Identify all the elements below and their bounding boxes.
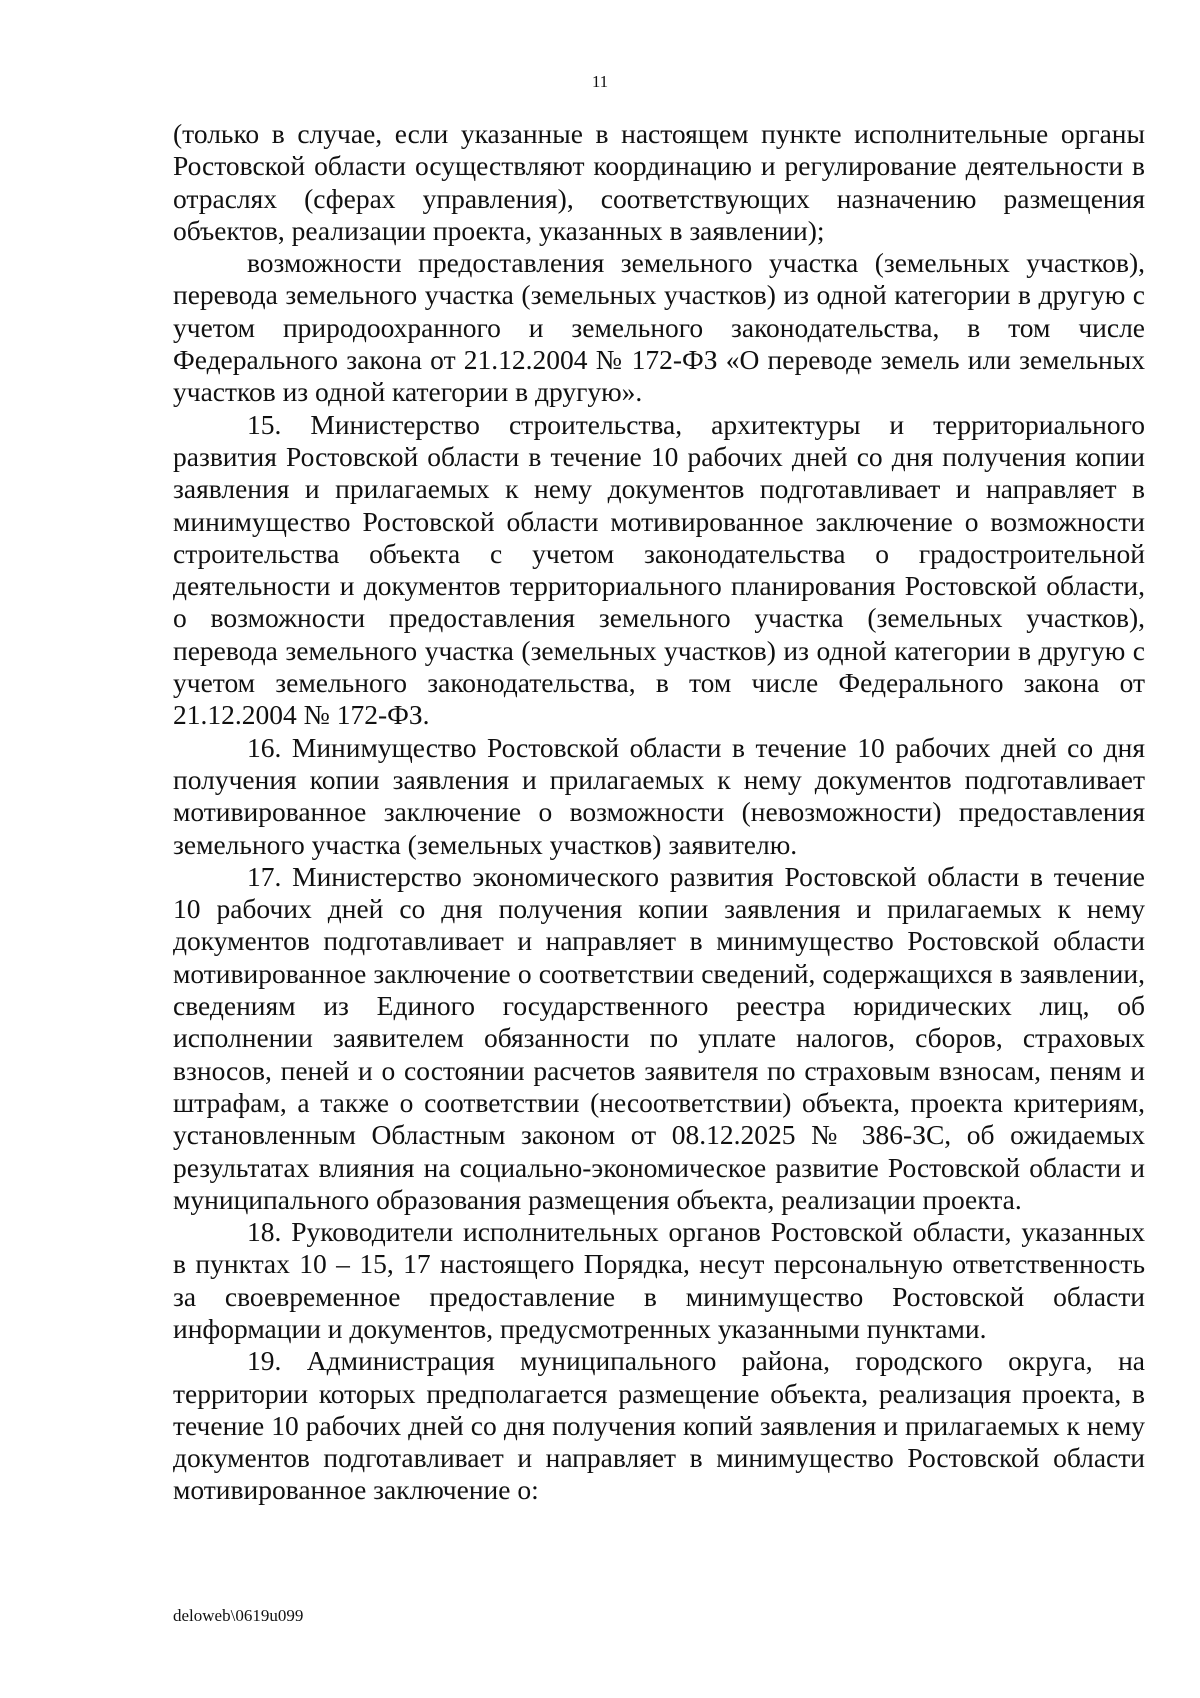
page-number: 11 [591, 72, 609, 91]
paragraph-item-16: 16. Минимущество Ростовской области в течение 10 рабочих дней со дня получения копии заявления и прилагаемых к нему документов подготавливает мотивированное заключение о возможности (невозможности) предоставления земельного участка (земельных участков) заявителю. [173, 731, 1145, 860]
footer-doc-code: deloweb\0619u099 [173, 1606, 304, 1625]
paragraph-land-possibility: возможности предоставления земельного участка (земельных участков), перевода земельного участка (земельных участков) из одной категории в другую с учетом природоохранного и земельного законодательства, в том числе Федерального закона от 21.12.2004 № 172-ФЗ «О переводе земель или земельных участков из одной категории в другую». [173, 247, 1145, 408]
document-body [173, 118, 1145, 1507]
paragraph-continuation: (только в случае, если указанные в настоящем пункте исполнительные органы Ростовской области осуществляют координацию и регулирование деятельности в отраслях (сферах управления), соответствующих назначению размещения объектов, реализации проекта, указанных в заявлении); [173, 118, 1145, 246]
paragraph-item-15: 15. Министерство строительства, архитектуры и территориального развития Ростовской области в течение 10 рабочих дней со дня получения копии заявления и прилагаемых к нему документов подготавливает и направляет в минимущество Ростовской области мотивированное заключение о возможности строительства объекта с учетом законодательства о градостроительной деятельности и документов территориального планирования Ростовской области, о возможности предоставления земельного участка (земельных участков), перевода земельного участка (земельных участков) из одной категории в другую с учетом земельного законодательства, в том числе Федерального закона от 21.12.2004 № 172-ФЗ. [173, 408, 1145, 731]
paragraph-item-19: 19. Администрация муниципального района, городского округа, на территории которых предполагается размещение объекта, реализация проекта, в течение 10 рабочих дней со дня получения копий заявления и прилагаемых к нему документов подготавливает и направляет в минимущество Ростовской области мотивированное заключение о: [173, 1345, 1145, 1506]
paragraph-item-17: 17. Министерство экономического развития Ростовской области в течение 10 рабочих дней со дня получения копии заявления и прилагаемых к нему документов подготавливает и направляет в минимущество Ростовской области мотивированное заключение о соответствии сведений, содержащихся в заявлении, сведениям из Единого государственного реестра юридических лиц, об исполнении заявителем обязанности по уплате налогов, сборов, страховых взносов, пеней и о состоянии расчетов заявителя по страховым взносам, пеням и штрафам, а также о соответствии (несоответствии) объекта, проекта критериям, установленным Областным законом от 08.12.2025 № 386-ЗС, об ожидаемых результатах влияния на социально-экономическое развитие Ростовской области и муниципального образования размещения объекта, реализации проекта. [173, 860, 1145, 1215]
paragraph-item-18: 18. Руководители исполнительных органов Ростовской области, указанных в пунктах 10 – 15, 17 настоящего Порядка, несут персональную ответственность за своевременное предоставление в минимущество Ростовской области информации и документов, предусмотренных указанными пунктами. [173, 1216, 1145, 1344]
